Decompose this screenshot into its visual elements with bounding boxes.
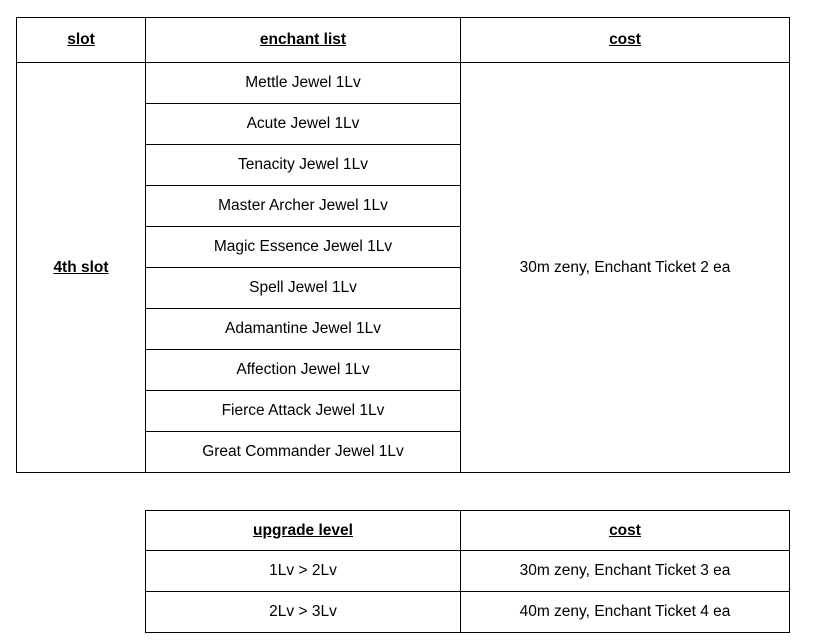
upgrade-level-cell: 1Lv > 2Lv (146, 551, 461, 592)
table-row (17, 63, 790, 104)
enchant-table (16, 17, 790, 473)
enchant-name-cell: Fierce Attack Jewel 1Lv (146, 391, 461, 432)
upgrade-table (145, 510, 790, 633)
upgrade-cost-cell: 40m zeny, Enchant Ticket 4 ea (461, 592, 790, 633)
column-header-cost-label: cost (609, 31, 641, 48)
slot-cell: 4th slot (17, 63, 146, 473)
enchant-name-cell: Affection Jewel 1Lv (146, 350, 461, 391)
table-header-row (146, 511, 790, 551)
enchant-name-cell: Master Archer Jewel 1Lv (146, 186, 461, 227)
table-row (146, 592, 790, 633)
column-header-upgrade-level (146, 511, 461, 551)
enchant-name-cell: Great Commander Jewel 1Lv (146, 432, 461, 473)
table-row (146, 551, 790, 592)
enchant-name-cell: Spell Jewel 1Lv (146, 268, 461, 309)
column-header-enchant-list (146, 18, 461, 63)
upgrade-level-cell: 2Lv > 3Lv (146, 592, 461, 633)
column-header-upgrade-cost-label: cost (609, 521, 641, 539)
column-header-slot (17, 18, 146, 63)
enchant-name-cell: Adamantine Jewel 1Lv (146, 309, 461, 350)
column-header-enchant-list-label: enchant list (259, 31, 347, 48)
column-header-upgrade-level-label: upgrade level (253, 521, 353, 539)
enchant-name-cell: Acute Jewel 1Lv (146, 104, 461, 145)
column-header-slot-label: slot (67, 31, 95, 48)
upgrade-cost-cell: 30m zeny, Enchant Ticket 3 ea (461, 551, 790, 592)
enchant-name-cell: Magic Essence Jewel 1Lv (146, 227, 461, 268)
enchant-name-cell: Mettle Jewel 1Lv (146, 63, 461, 104)
enchant-name-cell: Tenacity Jewel 1Lv (146, 145, 461, 186)
enchant-cost-cell: 30m zeny, Enchant Ticket 2 ea (461, 63, 790, 473)
column-header-upgrade-cost (461, 511, 790, 551)
column-header-cost (461, 18, 790, 63)
table-header-row (17, 18, 790, 63)
